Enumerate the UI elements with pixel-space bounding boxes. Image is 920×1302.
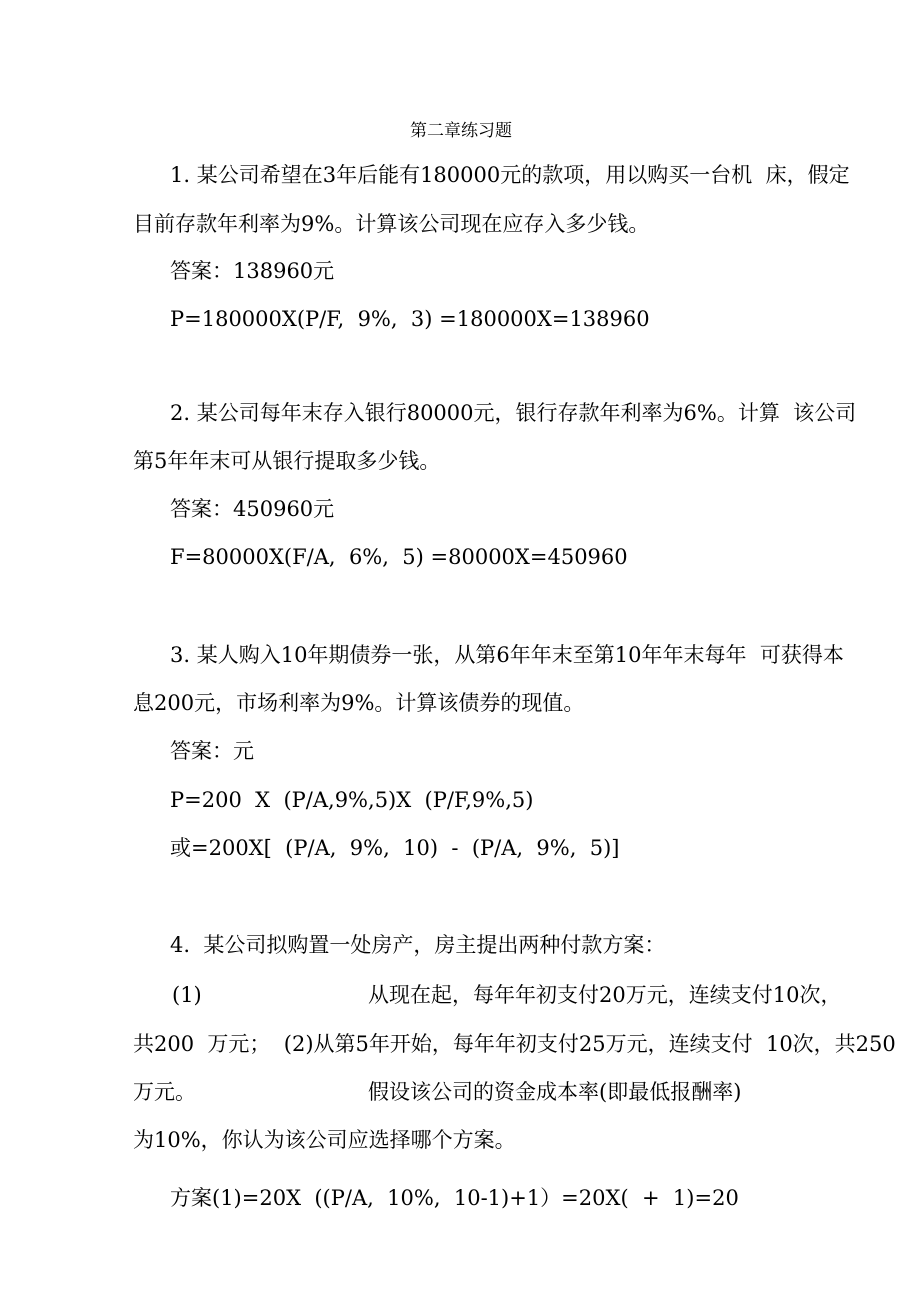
q4-option-1-text: 从现在起，每年年初支付20万元，连续支付10次， xyxy=(368,983,842,1007)
q3-formula-2: 或=200X[ (P/A, 9%, 10) - (P/A, 9%, 5)] xyxy=(170,836,620,860)
q3-answer: 答案：元 xyxy=(170,739,254,763)
q1-line-2: 目前存款年利率为9%。计算该公司现在应存入多少钱。 xyxy=(133,212,650,236)
q1-formula: P=180000X(P/F, 9%, 3) =180000X=138960 xyxy=(170,307,650,331)
q2-line-1: 2. 某公司每年末存入银行80000元，银行存款年利率为6%。计算 该公司 xyxy=(170,401,857,425)
q3-line-2: 息200元，市场利率为9%。计算该债券的现值。 xyxy=(133,691,585,715)
page-title: 第二章练习题 xyxy=(410,121,512,141)
q4-line-1: 4. 某公司拟购置一处房产，房主提出两种付款方案： xyxy=(170,933,666,957)
q4-line-3: 共200 万元； (2)从第5年开始，每年年初支付25万元，连续支付 10次，共250 xyxy=(133,1032,896,1056)
q4-line-4a: 万元。 xyxy=(133,1080,196,1104)
q1-line-1: 1. 某公司希望在3年后能有180000元的款项，用以购买一台机 床，假定 xyxy=(170,163,850,187)
q2-line-2: 第5年年末可从银行提取多少钱。 xyxy=(133,449,441,473)
q4-line-5: 为10%，你认为该公司应选择哪个方案。 xyxy=(133,1128,516,1152)
q2-answer: 答案：450960元 xyxy=(170,497,335,521)
q1-answer: 答案：138960元 xyxy=(170,259,335,283)
q3-formula-1: P=200 X (P/A,9%,5)X (P/F,9%,5) xyxy=(170,788,534,812)
q4-option-1-label: (1) xyxy=(172,983,202,1007)
q4-line-4b: 假设该公司的资金成本率(即最低报酬率) xyxy=(368,1080,742,1104)
q3-line-1: 3. 某人购入10年期债券一张，从第6年年末至第10年年末每年 可获得本 xyxy=(170,643,844,667)
q4-formula: 方案(1)=20X ((P/A, 10%, 10-1)+1）=20X( + 1)=20 xyxy=(170,1186,739,1210)
q2-formula: F=80000X(F/A, 6%, 5) =80000X=450960 xyxy=(170,545,628,569)
